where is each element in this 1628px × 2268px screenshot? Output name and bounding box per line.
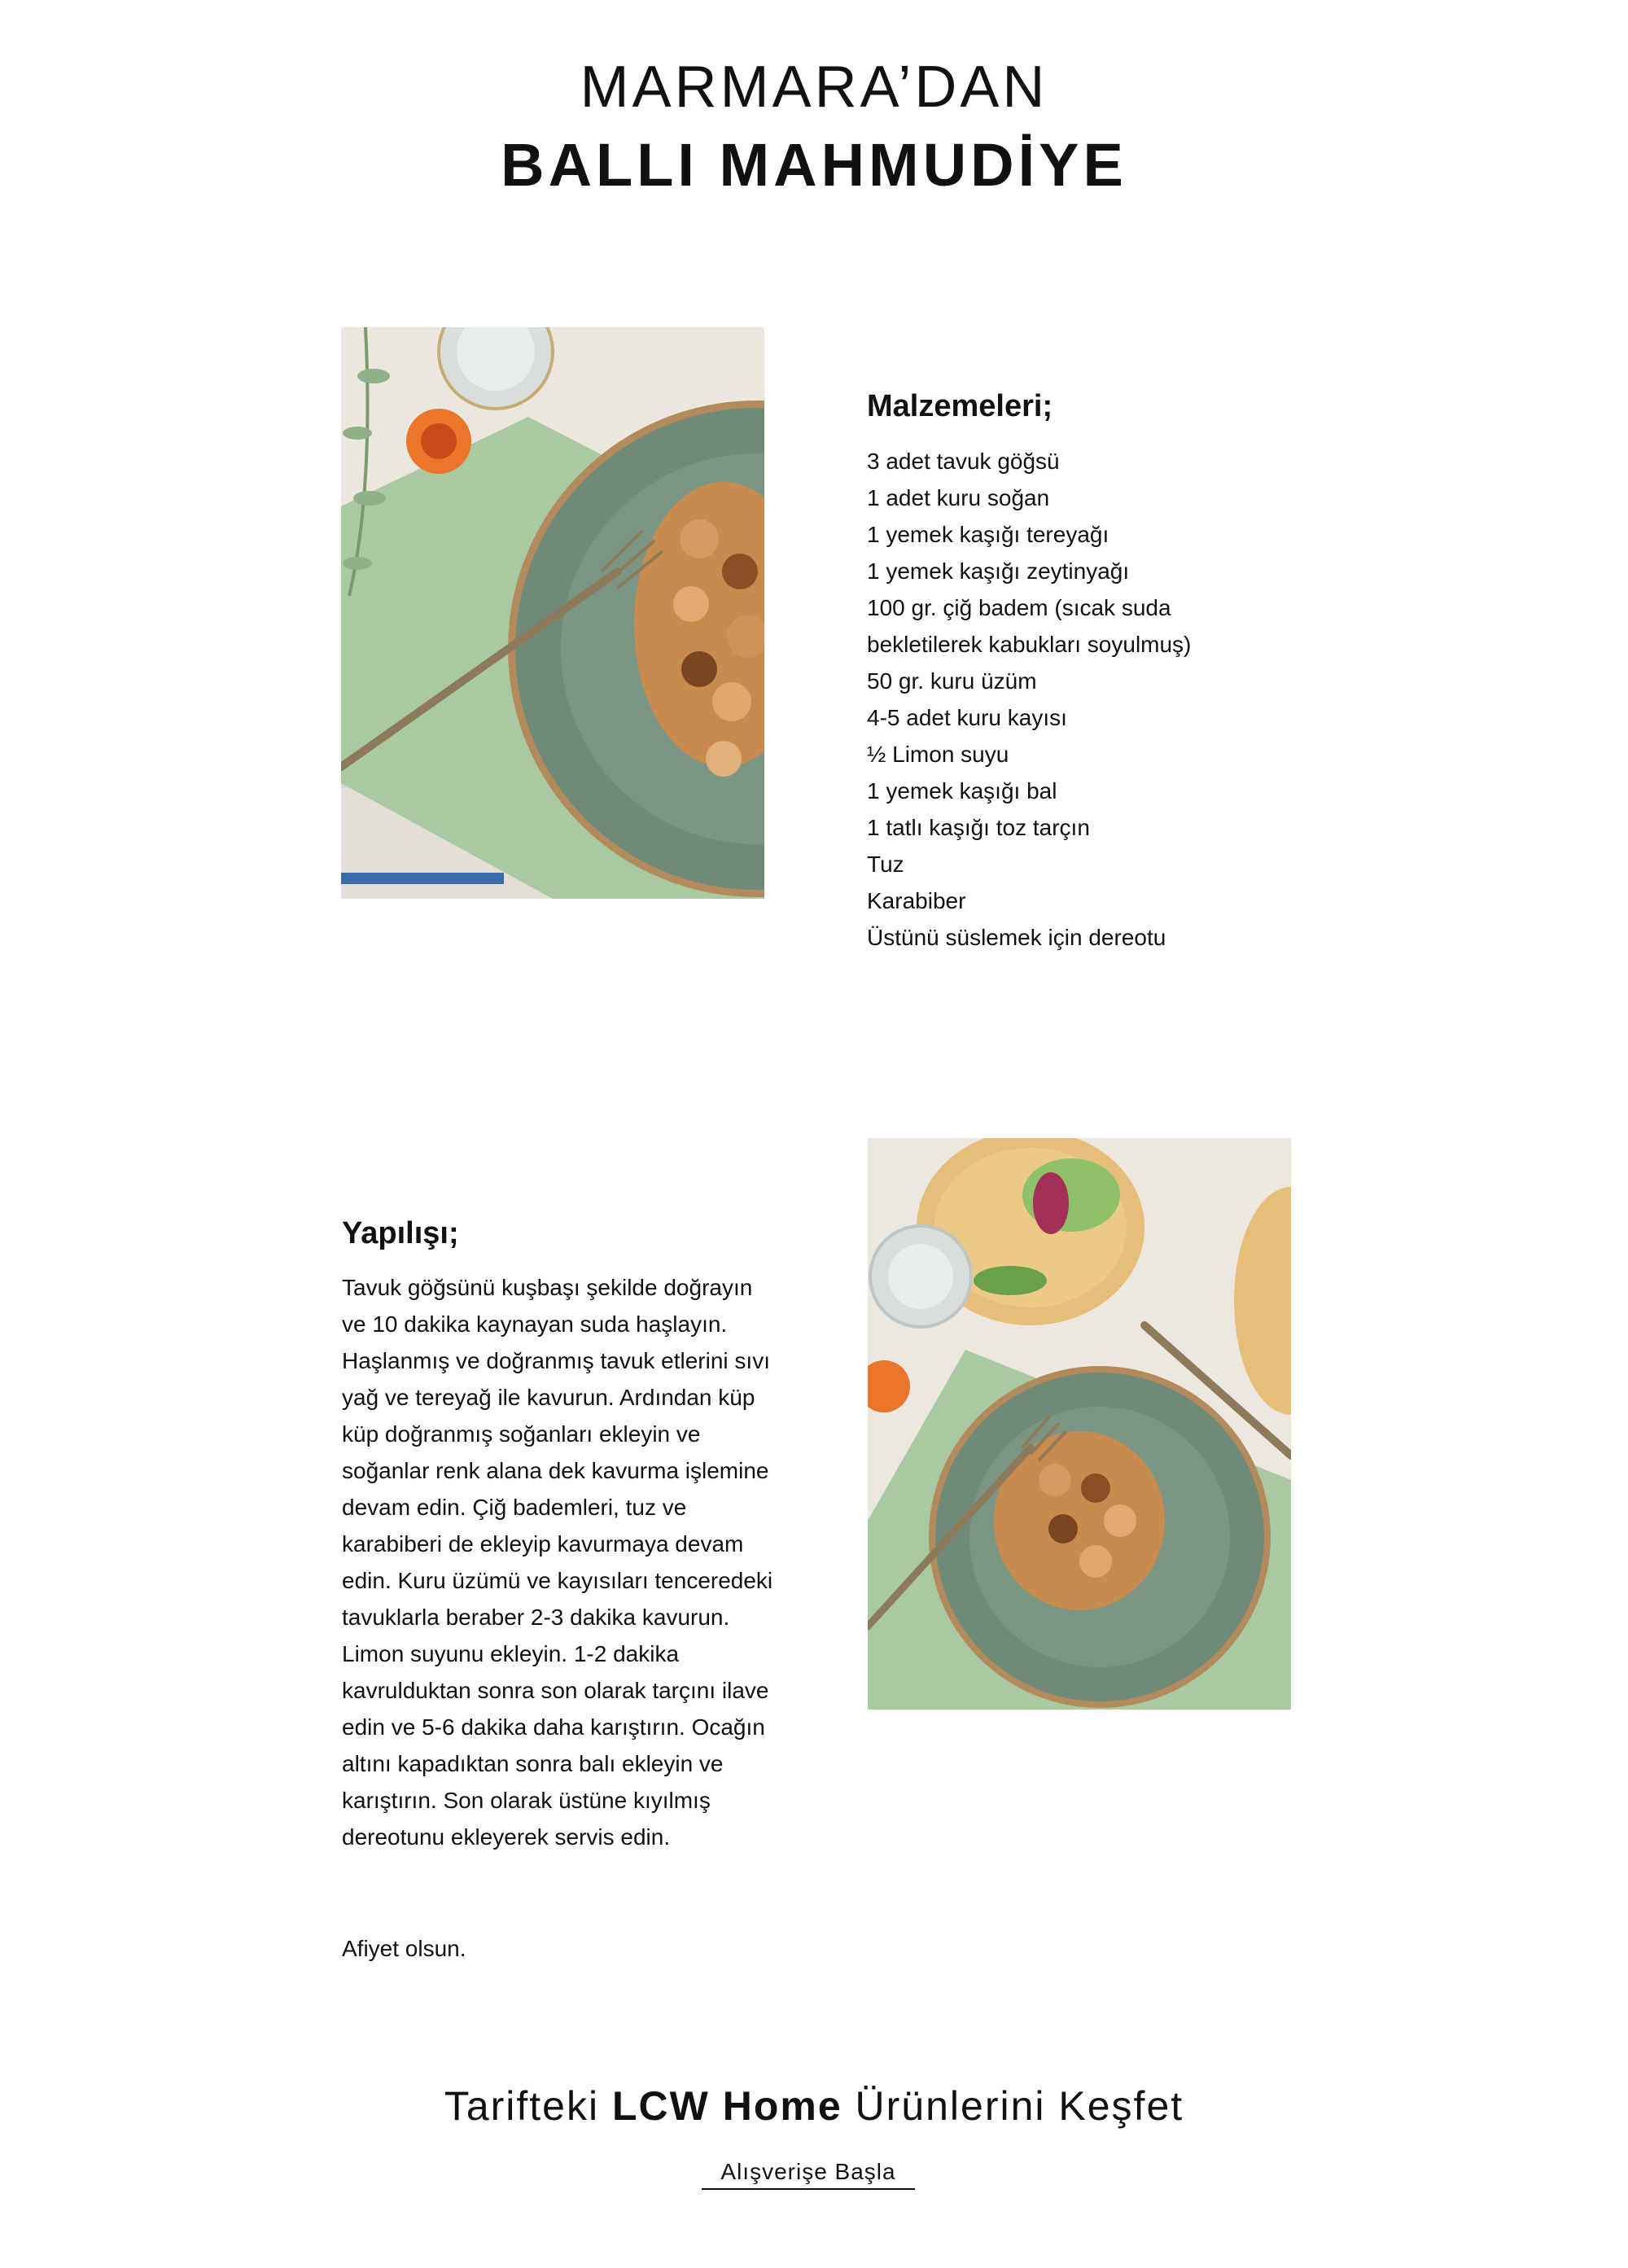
cta-prefix: Tarifteki <box>444 2083 612 2129</box>
ingredients-list <box>867 443 1323 956</box>
ingredient-item: 1 tatlı kaşığı toz tarçın <box>867 815 1090 840</box>
ingredient-item: 1 adet kuru soğan <box>867 485 1050 510</box>
ingredient-item: 50 gr. kuru üzüm <box>867 668 1037 694</box>
closing-text: Afiyet olsun. <box>342 1936 466 1961</box>
cta-headline <box>0 2082 1628 2130</box>
ingredient-item: ½ Limon suyu <box>867 742 1009 767</box>
page-title: BALLI MAHMUDİYE <box>501 131 1127 199</box>
ingredients-heading: Malzemeleri; <box>867 388 1053 423</box>
cta-suffix: Ürünlerini Keşfet <box>842 2083 1184 2129</box>
start-shopping-button[interactable]: Alışverişe Başla <box>702 2159 915 2190</box>
preparation-text: Tavuk göğsünü kuşbaşı şekilde doğrayın ve 10 dakika kaynayan suda haşlayın. Haşlanmış ve doğranmış tavuk etlerini sıvı yağ ve tereyağ ile kavurun. Ardından küp küp doğranmış soğanları ekleyin ve soğanlar renk alana dek kavurma işlemine devam edin. Çiğ bademleri, tuz ve karabiberi de ekleyip kavurmaya devam edin. Kuru üzümü ve kayısıları tenceredeki tavuklarla beraber 2-3 dakika kavurun. Limon suyunu ekleyin. 1-2 dakika kavrulduktan sonra son olarak tarçını ilave edin ve 5-6 dakika daha karıştırın. Ocağın altını kapadıktan sonra balı ekleyin ve karıştırın. Son olarak üstüne kıyılmış dereotunu ekleyerek servis edin. <box>342 1275 773 1850</box>
ingredient-item: Karabiber <box>867 888 966 913</box>
ingredient-item: 1 yemek kaşığı bal <box>867 778 1057 803</box>
ingredient-item: 3 adet tavuk göğsü <box>867 449 1060 474</box>
ingredient-item: Üstünü süslemek için dereotu <box>867 925 1166 950</box>
dish-photo-table <box>868 1138 1291 1710</box>
cta-brand: LCW Home <box>612 2083 842 2129</box>
preparation-heading: Yapılışı; <box>342 1215 459 1250</box>
dish-photo-top <box>341 327 764 899</box>
ingredient-item: 1 yemek kaşığı zeytinyağı <box>867 558 1130 584</box>
ingredient-item: 1 yemek kaşığı tereyağı <box>867 522 1109 547</box>
ingredient-item: Tuz <box>867 852 904 877</box>
ingredient-item: 4-5 adet kuru kayısı <box>867 705 1067 730</box>
page-subtitle: MARMARA’DAN <box>580 55 1048 120</box>
ingredient-item: 100 gr. çiğ badem (sıcak suda <box>867 595 1171 620</box>
ingredient-item: bekletilerek kabukları soyulmuş) <box>867 632 1192 657</box>
